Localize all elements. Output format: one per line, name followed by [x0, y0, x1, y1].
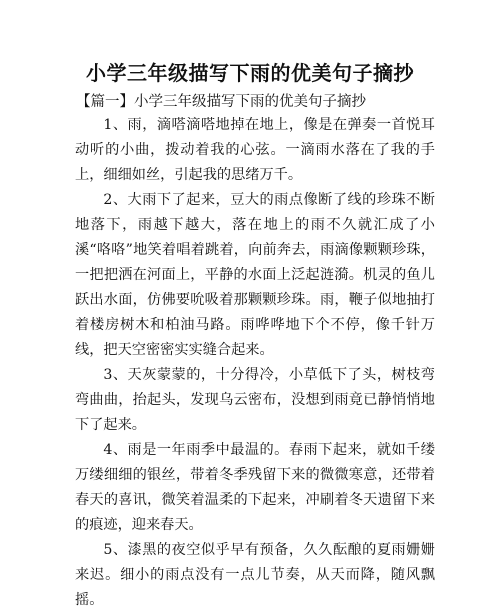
paragraph-5: 5、漆黑的夜空似乎早有预备，久久酝酿的夏雨姗姗来迟。细小的雨点没有一点儿节奏，从天而降，随风飘摇。	[75, 542, 435, 608]
section-heading: 【篇一】小学三年级描写下雨的优美句子摘抄	[76, 94, 366, 110]
paragraph-1: 1、雨，滴嗒滴嗒地掉在地上，像是在弹奏一首悦耳动听的小曲，拨动着我的心弦。一滴雨水落在了我的手上，细细如丝，引起我的思绪万千。	[75, 117, 435, 183]
document-body	[75, 113, 435, 613]
document-title: 小学三年级描写下雨的优美句子摘抄	[86, 61, 414, 85]
paragraph-2: 2、大雨下了起来，豆大的雨点像断了线的珍珠不断地落下，雨越下越大，落在地上的雨不久就汇成了小溪“咯咯”地笑着唱着跳着，向前奔去，雨滴像颗颗珍珠，一把把洒在河面上，平静的水面上泛起涟漪。机灵的鱼儿跃出水面，仿佛要吮吸着那颗颗珍珠。雨，鞭子似地抽打着楼房树木和柏油马路。雨哗哗地下个不停，像千针万线，把天空密密实实缝合起来。	[75, 192, 435, 358]
paragraph-3: 3、天灰蒙蒙的，十分得冷，小草低下了头，树枝弯弯曲曲，抬起头，发现乌云密布，没想到雨竟已静悄悄地下了起来。	[75, 367, 435, 433]
paragraph-4: 4、雨是一年雨季中最温的。春雨下起来，就如千缕万缕细细的银丝，带着冬季残留下来的微微寒意，还带着春天的喜讯，微笑着温柔的下起来，冲刷着冬天遗留下来的痕迹，迎来春天。	[75, 442, 435, 533]
